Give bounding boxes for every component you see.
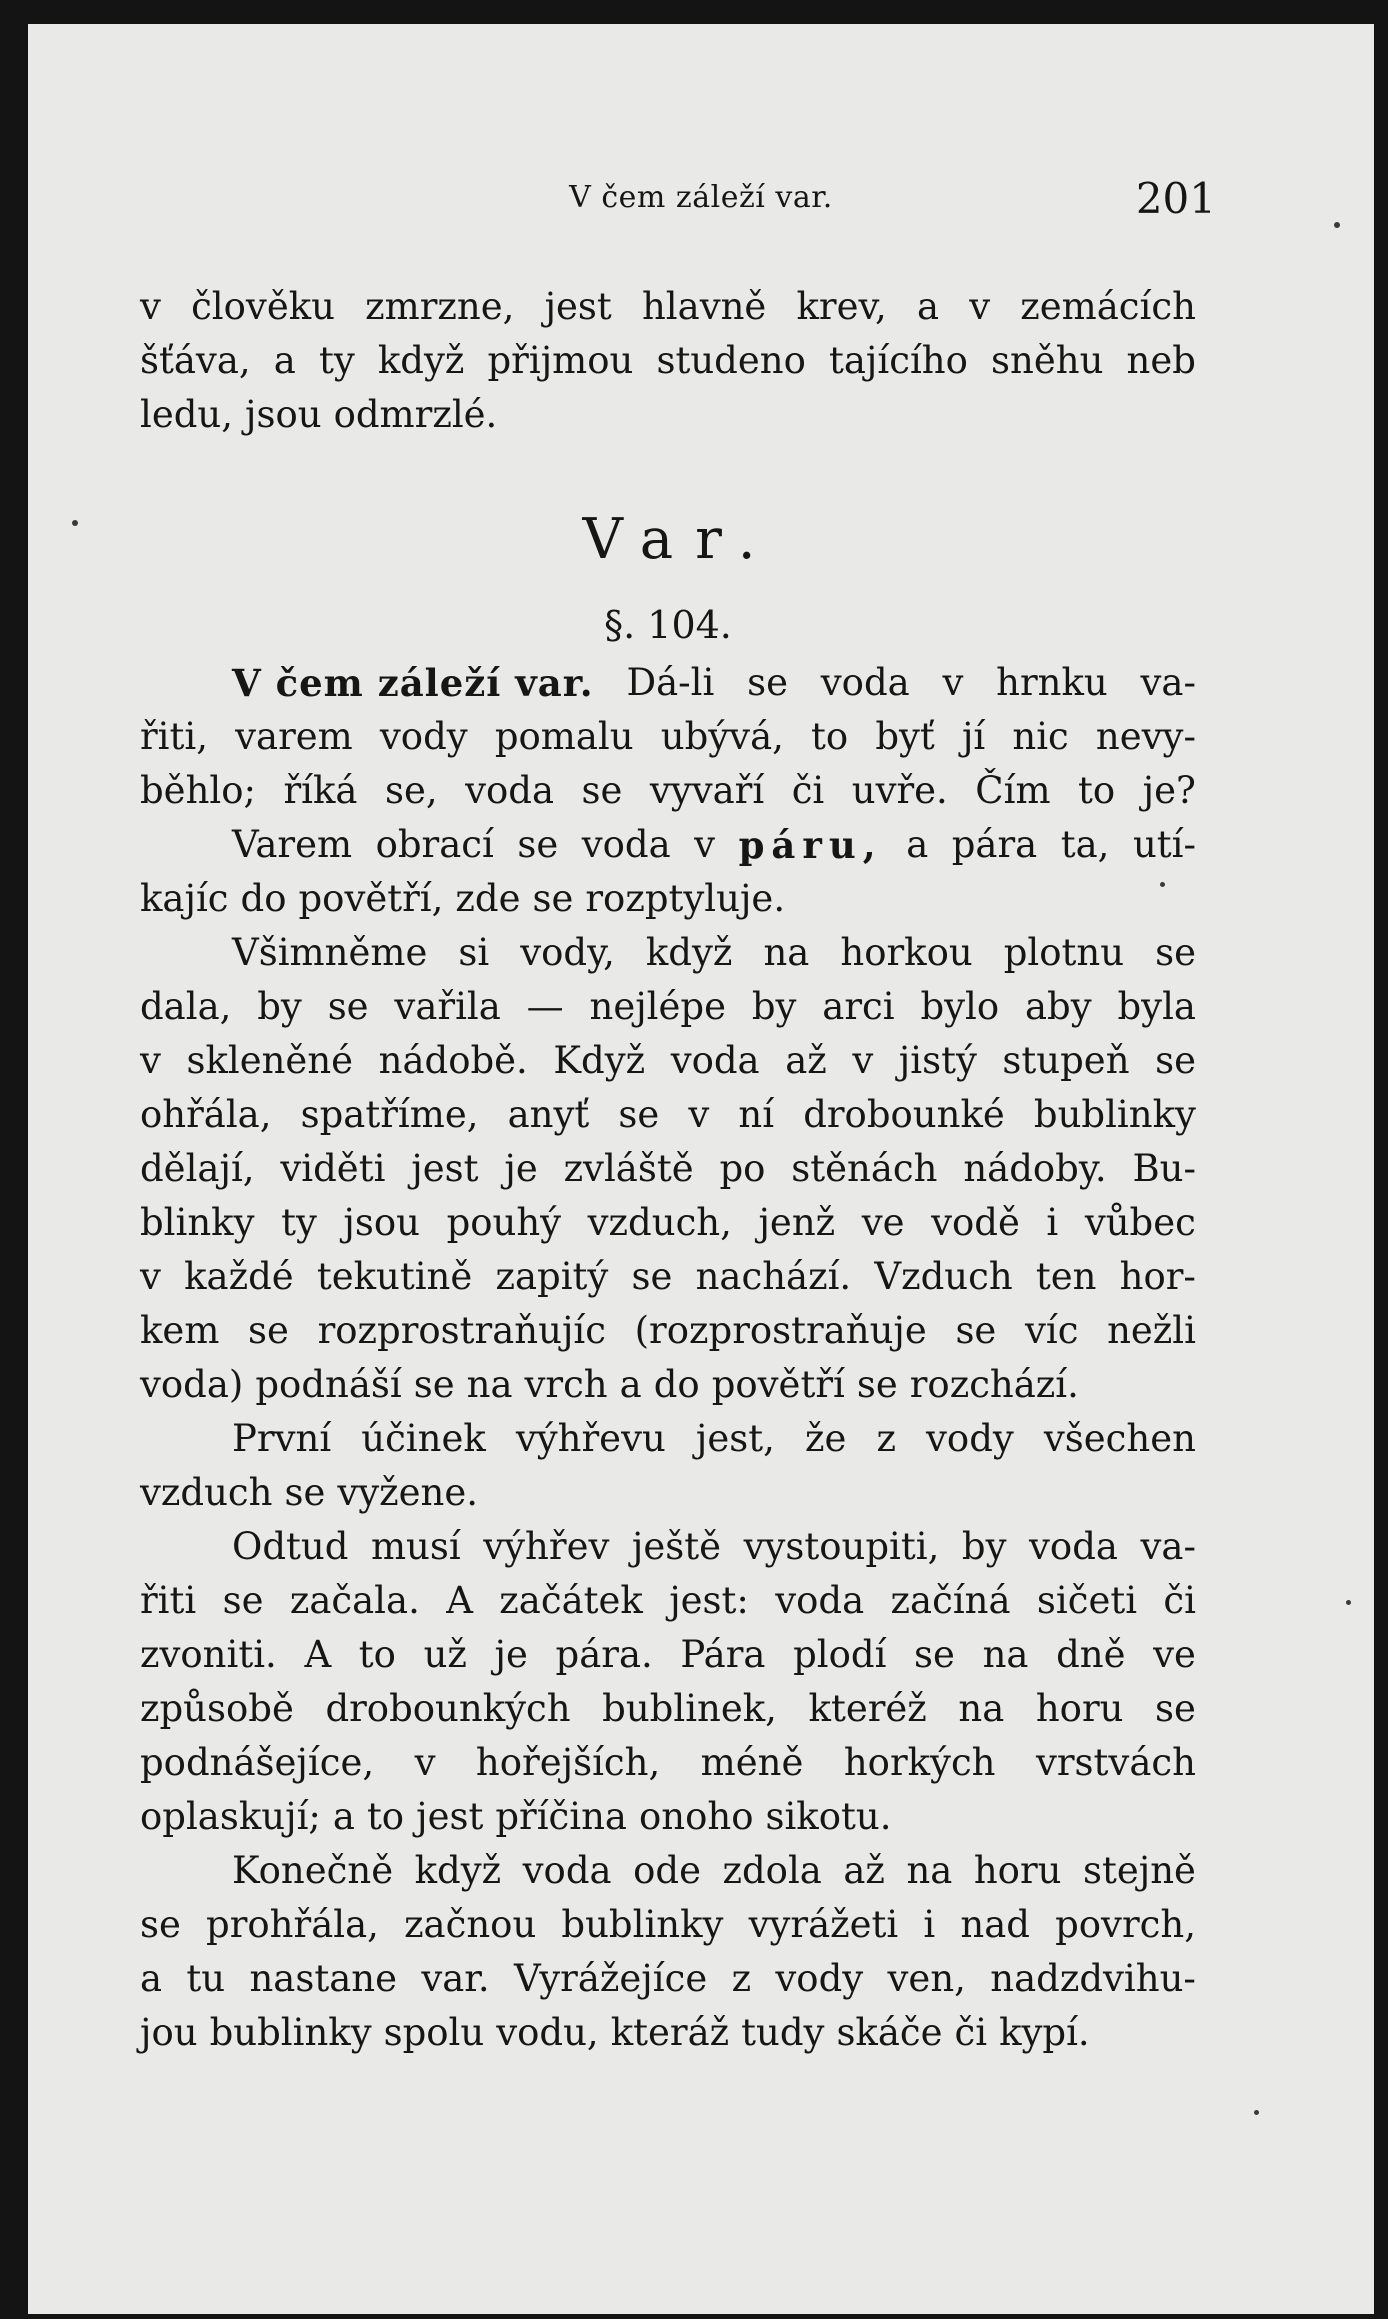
word: voda) [140, 1363, 244, 1406]
word: do [240, 877, 287, 920]
body-text [140, 280, 1196, 2060]
word: v [969, 285, 991, 328]
word: vody [775, 1957, 864, 2000]
print-speck [1346, 1600, 1351, 1605]
word: méně [700, 1741, 804, 1784]
word: bylo [920, 985, 1000, 1028]
word: stěnách [791, 1147, 938, 1190]
text-line [140, 656, 1196, 710]
word: kteréž [808, 1687, 927, 1730]
word: Když [553, 1039, 646, 1082]
word: (rozprostraňuje [634, 1309, 927, 1352]
word: rozprostraňujíc [317, 1309, 606, 1352]
word: jest [411, 1147, 479, 1190]
word: zemácích [1020, 285, 1196, 328]
word: stejně [1082, 1849, 1196, 1892]
word: voda [670, 1039, 760, 1082]
word: voda [1029, 1525, 1118, 1568]
word: jou [140, 2011, 198, 2054]
word: na [958, 1687, 1005, 1730]
word: vyžene. [337, 1471, 479, 1514]
word: a [273, 339, 296, 382]
word: v [688, 1093, 710, 1136]
paragraph-4 [140, 1520, 1196, 1844]
word: když [414, 1849, 502, 1892]
word: se [327, 985, 369, 1028]
word: se [955, 1309, 997, 1352]
word: jí [961, 715, 986, 758]
word: plodí [793, 1633, 887, 1676]
word: var. [421, 1957, 490, 2000]
word: vystoupiti, [743, 1525, 940, 1568]
word: voda [522, 1849, 612, 1892]
word: se [248, 1309, 289, 1352]
word: vody, [520, 931, 615, 974]
word: a [140, 1957, 163, 2000]
word: podnášejíce, [140, 1741, 375, 1784]
word: viděti [280, 1147, 386, 1190]
word: hrnku [996, 661, 1108, 704]
word: tekutině [316, 1255, 473, 1298]
word: když [377, 339, 465, 382]
word: nejlépe [589, 985, 726, 1028]
word: horkých [843, 1741, 996, 1784]
paragraph-2 [140, 926, 1196, 1412]
text-line [140, 818, 1196, 872]
word: se [914, 1633, 955, 1676]
word: či [954, 2011, 988, 2054]
text-line [140, 926, 1196, 980]
word: Odtud [232, 1525, 349, 1568]
text-line [140, 1628, 1196, 1682]
word: pomalu [494, 715, 634, 758]
word: řiti, [140, 715, 208, 758]
paragraph-1 [140, 656, 1196, 926]
word: ještě [631, 1525, 722, 1568]
word: zdola [722, 1849, 822, 1892]
word: každé [184, 1255, 294, 1298]
paragraph-5 [140, 1844, 1196, 2060]
word: zapitý [495, 1255, 609, 1298]
word: zmrzne, [365, 285, 515, 328]
word: Čím [975, 769, 1051, 812]
word: Vyrážejíce [514, 1957, 708, 2000]
word: pára. [555, 1633, 653, 1676]
word: ve [861, 1201, 905, 1244]
paragraph-heading: V čem záleží var. [232, 661, 594, 705]
text-line [140, 1304, 1196, 1358]
word: se [284, 1471, 326, 1514]
word: ode [633, 1849, 701, 1892]
word: se [1155, 1039, 1196, 1082]
word: nic [1012, 715, 1069, 758]
word: oplaskují; [140, 1795, 321, 1838]
word: ohřála, [140, 1093, 272, 1136]
word: do [653, 1363, 700, 1406]
word: va- [1140, 1525, 1196, 1568]
word: drobounké [803, 1093, 1005, 1136]
word: krev, [796, 285, 887, 328]
word: hlavně [641, 285, 767, 328]
running-title: V čem záleží var. [569, 180, 833, 215]
text-line [140, 1520, 1196, 1574]
word: horu [973, 1849, 1062, 1892]
word: až [843, 1849, 885, 1892]
text-line [140, 1412, 1196, 1466]
word: ty [318, 339, 355, 382]
word: plotnu [1003, 931, 1125, 974]
text-line [140, 388, 1196, 442]
word: blinky [140, 1201, 255, 1244]
word: kem [140, 1309, 220, 1352]
text-line [140, 1250, 1196, 1304]
word: už [423, 1633, 467, 1676]
text-line [140, 1034, 1196, 1088]
word: v [140, 285, 161, 328]
word: výhřev [483, 1525, 610, 1568]
word: studeno [656, 339, 806, 382]
emphasized-word: páru, [738, 823, 883, 867]
text-line [140, 1682, 1196, 1736]
text-line [140, 1898, 1196, 1952]
print-speck [1334, 222, 1340, 228]
word: začíná [890, 1579, 1011, 1622]
word: i [923, 1903, 936, 1946]
word: se, [384, 769, 438, 812]
word: skáče [836, 2011, 943, 2054]
word: neb [1126, 339, 1196, 382]
word: byť [875, 715, 935, 758]
word: voda [465, 769, 555, 812]
word: rozchází. [909, 1363, 1079, 1406]
word: varem [235, 715, 353, 758]
word: příčina [495, 1795, 627, 1838]
word: Bu- [1132, 1147, 1196, 1190]
word: nastane [249, 1957, 397, 2000]
word: se [747, 661, 788, 704]
intro-paragraph [140, 280, 1196, 442]
word: vodě [931, 1201, 1020, 1244]
word: vrstvách [1035, 1741, 1196, 1784]
word: se [517, 823, 559, 866]
word: Dá-li [626, 661, 715, 704]
word: nad [960, 1903, 1030, 1946]
word: aby [1024, 985, 1092, 1028]
word: rozptyluje. [585, 877, 786, 920]
word: vzduch, [587, 1201, 732, 1244]
word: z [876, 1417, 896, 1460]
word: a [332, 1795, 355, 1838]
section-title: Var. [582, 507, 778, 572]
word: Všimněme [232, 931, 428, 974]
word: zvoniti. [140, 1633, 277, 1676]
word: se [856, 1363, 898, 1406]
word: se [1155, 1687, 1196, 1730]
word: ten [1035, 1255, 1097, 1298]
word: voda [581, 823, 671, 866]
word: sněhu [991, 339, 1104, 382]
word: zvláště [563, 1147, 694, 1190]
word: ubývá, [660, 715, 784, 758]
word: povětří [711, 1363, 845, 1406]
word: pára [951, 823, 1038, 866]
word: zde [455, 877, 521, 920]
word: pouhý [446, 1201, 562, 1244]
word: va- [1140, 661, 1196, 704]
word: byla [1117, 985, 1196, 1028]
word: musí [370, 1525, 461, 1568]
text-line [140, 872, 1196, 926]
word: sikotu. [765, 1795, 892, 1838]
word: v [694, 823, 716, 866]
word: hor- [1119, 1255, 1196, 1298]
word: utí- [1132, 823, 1196, 866]
word: První [232, 1417, 332, 1460]
word: ve [1153, 1633, 1196, 1676]
page-number: 201 [1135, 174, 1216, 223]
word: Pára [680, 1633, 766, 1676]
word: je? [1142, 769, 1196, 812]
word: a [619, 1363, 642, 1406]
text-line [140, 710, 1196, 764]
word: začnou [404, 1903, 537, 1946]
word: je [504, 1147, 538, 1190]
word: obrací [375, 823, 494, 866]
word: uvře. [851, 769, 948, 812]
running-head [28, 174, 1374, 234]
word: — [526, 985, 564, 1028]
book-page [28, 24, 1374, 2314]
paragraph-number: §. 104. [604, 603, 732, 647]
word: se [581, 769, 623, 812]
word: vařila [394, 985, 501, 1028]
text-line [140, 2006, 1196, 2060]
word: je [494, 1633, 528, 1676]
text-line [140, 1466, 1196, 1520]
word: to [1078, 769, 1116, 812]
word: prohřála, [206, 1903, 379, 1946]
word: vzduch [140, 1471, 273, 1514]
word: kteráž [610, 2011, 730, 2054]
word: i [1046, 1201, 1059, 1244]
word: jest [544, 285, 612, 328]
word: dně [1056, 1633, 1126, 1676]
word: se [631, 1255, 673, 1298]
word: či [1163, 1579, 1196, 1622]
print-speck [72, 520, 78, 526]
word: v [942, 661, 964, 704]
word: člověku [191, 285, 335, 328]
word: nadzdvihu- [990, 1957, 1196, 2000]
word: si [458, 931, 490, 974]
word: se [222, 1579, 264, 1622]
word: anyť [507, 1093, 590, 1136]
word: začátek [499, 1579, 643, 1622]
word: to [366, 1795, 405, 1838]
text-line [140, 1142, 1196, 1196]
paragraph-3 [140, 1412, 1196, 1520]
word: v [140, 1039, 161, 1082]
word: na [906, 1849, 953, 1892]
word: vůbec [1084, 1201, 1196, 1244]
word: začala. [289, 1579, 420, 1622]
text-line [140, 1196, 1196, 1250]
word: Konečně [232, 1849, 394, 1892]
word: šťáva, [140, 339, 251, 382]
word: podnáší [255, 1363, 402, 1406]
text-line [140, 1790, 1196, 1844]
word: vyrážeti [748, 1903, 899, 1946]
word: vody [926, 1417, 1014, 1460]
word: stupeň [1002, 1039, 1130, 1082]
text-line [140, 280, 1196, 334]
word: povětří, [298, 877, 444, 920]
text-line [140, 980, 1196, 1034]
word: horu [1035, 1687, 1124, 1730]
word: bublinky [209, 2011, 372, 2054]
word: nežli [1107, 1309, 1196, 1352]
word: způsobě [140, 1687, 294, 1730]
word: přijmou [487, 339, 634, 382]
word: by [257, 985, 302, 1028]
word: nádoby. [963, 1147, 1107, 1190]
word: sičeti [1036, 1579, 1138, 1622]
word: až [785, 1039, 827, 1082]
word: vodu, [496, 2011, 599, 2054]
word: kypí. [999, 2011, 1090, 2054]
word: se [140, 1903, 181, 1946]
word: bublinky [561, 1903, 724, 1946]
text-line [140, 1574, 1196, 1628]
text-line [140, 1088, 1196, 1142]
word: voda [820, 661, 910, 704]
text-line [140, 1844, 1196, 1898]
word: spolu [383, 2011, 485, 2054]
word: kajíc [140, 877, 229, 920]
print-speck [1254, 2110, 1259, 2115]
word: že [804, 1417, 847, 1460]
word: nevy- [1095, 715, 1196, 758]
word: se [618, 1093, 660, 1136]
word: říká [283, 769, 358, 812]
word: v [852, 1039, 874, 1082]
word: povrch, [1055, 1903, 1196, 1946]
word: nachází. [695, 1255, 852, 1298]
text-line [140, 334, 1196, 388]
word: Vzduch [874, 1255, 1013, 1298]
word: když [645, 931, 733, 974]
word: na [763, 931, 810, 974]
word: a [906, 823, 929, 866]
word: běhlo; [140, 769, 256, 812]
print-speck [1160, 882, 1165, 887]
word: odmrzlé. [333, 393, 498, 436]
word: tajícího [829, 339, 968, 382]
word: výhřevu [515, 1417, 666, 1460]
word: skleněné [186, 1039, 354, 1082]
word: bublinek, [602, 1687, 777, 1730]
word: tudy [741, 2011, 825, 2054]
word: účinek [361, 1417, 486, 1460]
word: drobounkých [325, 1687, 571, 1730]
word: jest, [695, 1417, 775, 1460]
word: to [358, 1633, 396, 1676]
word: ven, [887, 1957, 966, 2000]
word: ty [281, 1201, 317, 1244]
word: se [413, 1363, 455, 1406]
word: nádobě. [378, 1039, 528, 1082]
word: ta, [1060, 823, 1110, 866]
word: jsou [245, 393, 322, 436]
word: A [304, 1633, 332, 1676]
word: na [982, 1633, 1029, 1676]
word: ní [738, 1093, 775, 1136]
word: dělají, [140, 1147, 255, 1190]
word: by [961, 1525, 1007, 1568]
text-line [140, 1358, 1196, 1412]
word: v [140, 1255, 161, 1298]
word: vody [379, 715, 468, 758]
word: či [791, 769, 825, 812]
word: ledu, [140, 393, 234, 436]
word: řiti [140, 1579, 197, 1622]
word: vrch [524, 1363, 608, 1406]
word: by [751, 985, 797, 1028]
word: se [532, 877, 574, 920]
word: spatříme, [300, 1093, 479, 1136]
word: dala, [140, 985, 232, 1028]
word: arci [822, 985, 895, 1028]
word: Varem [232, 823, 353, 866]
word: hořejších, [475, 1741, 661, 1784]
word: jsou [343, 1201, 420, 1244]
text-line [140, 1736, 1196, 1790]
word: jest [416, 1795, 484, 1838]
word: jenž [758, 1201, 836, 1244]
text-line [140, 764, 1196, 818]
word: bublinky [1033, 1093, 1196, 1136]
word: jistý [898, 1039, 977, 1082]
word: po [719, 1147, 766, 1190]
word: A [446, 1579, 473, 1622]
word: víc [1024, 1309, 1079, 1352]
word: vyvaří [649, 769, 765, 812]
word: to [811, 715, 849, 758]
word: v [414, 1741, 436, 1784]
word: voda [775, 1579, 865, 1622]
text-line [140, 1952, 1196, 2006]
word: všechen [1043, 1417, 1196, 1460]
word: z [731, 1957, 752, 2000]
word: jest: [669, 1579, 749, 1622]
word: se [1155, 931, 1196, 974]
word: a [916, 285, 940, 328]
word: tu [186, 1957, 226, 2000]
word: horkou [840, 931, 973, 974]
word: onoho [638, 1795, 754, 1838]
word: na [466, 1363, 513, 1406]
